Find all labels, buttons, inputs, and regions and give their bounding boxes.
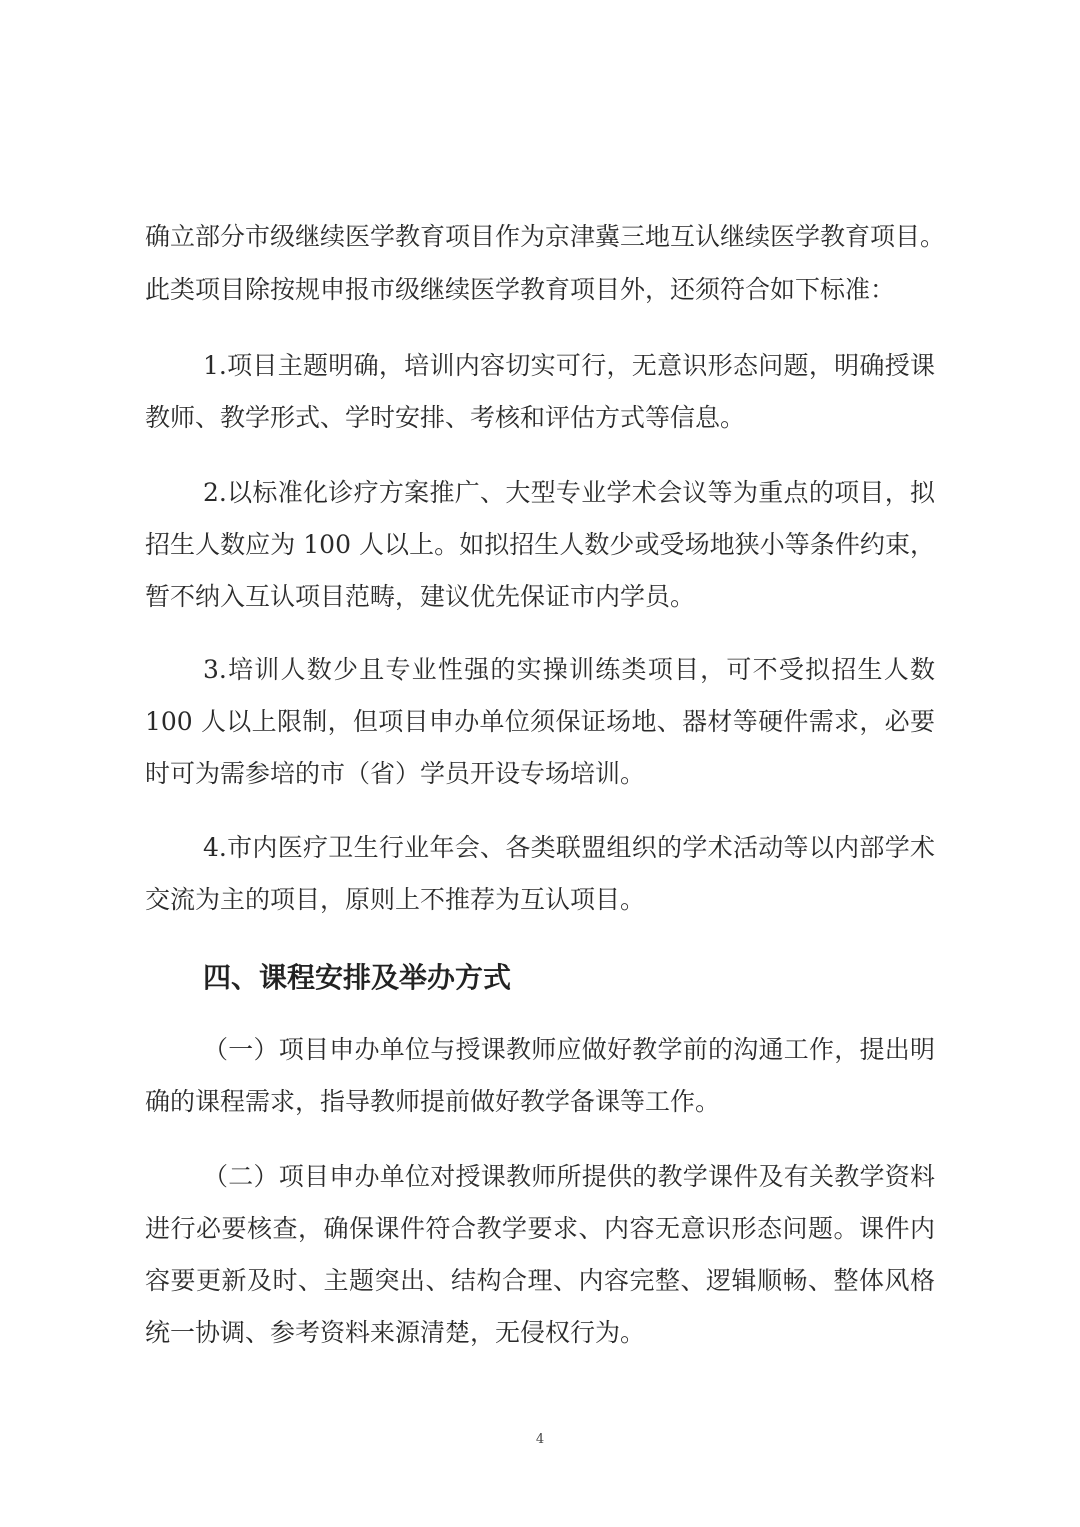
text-line: 暂不纳入互认项目范畴，建议优先保证市内学员。 <box>145 582 696 611</box>
text-line: 100 人以上限制，但项目申办单位须保证场地、器材等硬件需求，必要 <box>145 707 935 736</box>
text-line: （二）项目申办单位对授课教师所提供的教学课件及有关教学资料 <box>203 1162 935 1191</box>
text-line: 时可为需参培的市（省）学员开设专场培训。 <box>145 759 646 788</box>
text-line: 4.市内医疗卫生行业年会、各类联盟组织的学术活动等以内部学术 <box>203 833 935 862</box>
text-line: 此类项目除按规申报市级继续医学教育项目外，还须符合如下标准： <box>145 275 896 304</box>
page-number: 4 <box>535 1432 545 1447</box>
text-line: 确立部分市级继续医学教育项目作为京津冀三地互认继续医学教育项目。 <box>145 222 946 251</box>
text-line: 教师、教学形式、学时安排、考核和评估方式等信息。 <box>145 403 746 432</box>
section-heading: 四、课程安排及举办方式 <box>203 961 512 994</box>
text-line: 3.培训人数少且专业性强的实操训练类项目，可不受拟招生人数 <box>203 655 935 684</box>
text-line: （一）项目申办单位与授课教师应做好教学前的沟通工作，提出明 <box>203 1035 935 1064</box>
text-line: 统一协调、参考资料来源清楚，无侵权行为。 <box>145 1318 646 1347</box>
text-line: 1.项目主题明确，培训内容切实可行，无意识形态问题，明确授课 <box>203 351 935 380</box>
text-line: 2.以标准化诊疗方案推广、大型专业学术会议等为重点的项目，拟 <box>203 478 935 507</box>
text-line: 确的课程需求，指导教师提前做好教学备课等工作。 <box>145 1087 721 1116</box>
text-line: 进行必要核查，确保课件符合教学要求、内容无意识形态问题。课件内 <box>145 1214 935 1243</box>
text-line: 招生人数应为 100 人以上。如拟招生人数少或受场地狭小等条件约束， <box>145 530 935 559</box>
text-line: 交流为主的项目，原则上不推荐为互认项目。 <box>145 885 646 914</box>
text-line: 容要更新及时、主题突出、结构合理、内容完整、逻辑顺畅、整体风格 <box>145 1266 935 1295</box>
